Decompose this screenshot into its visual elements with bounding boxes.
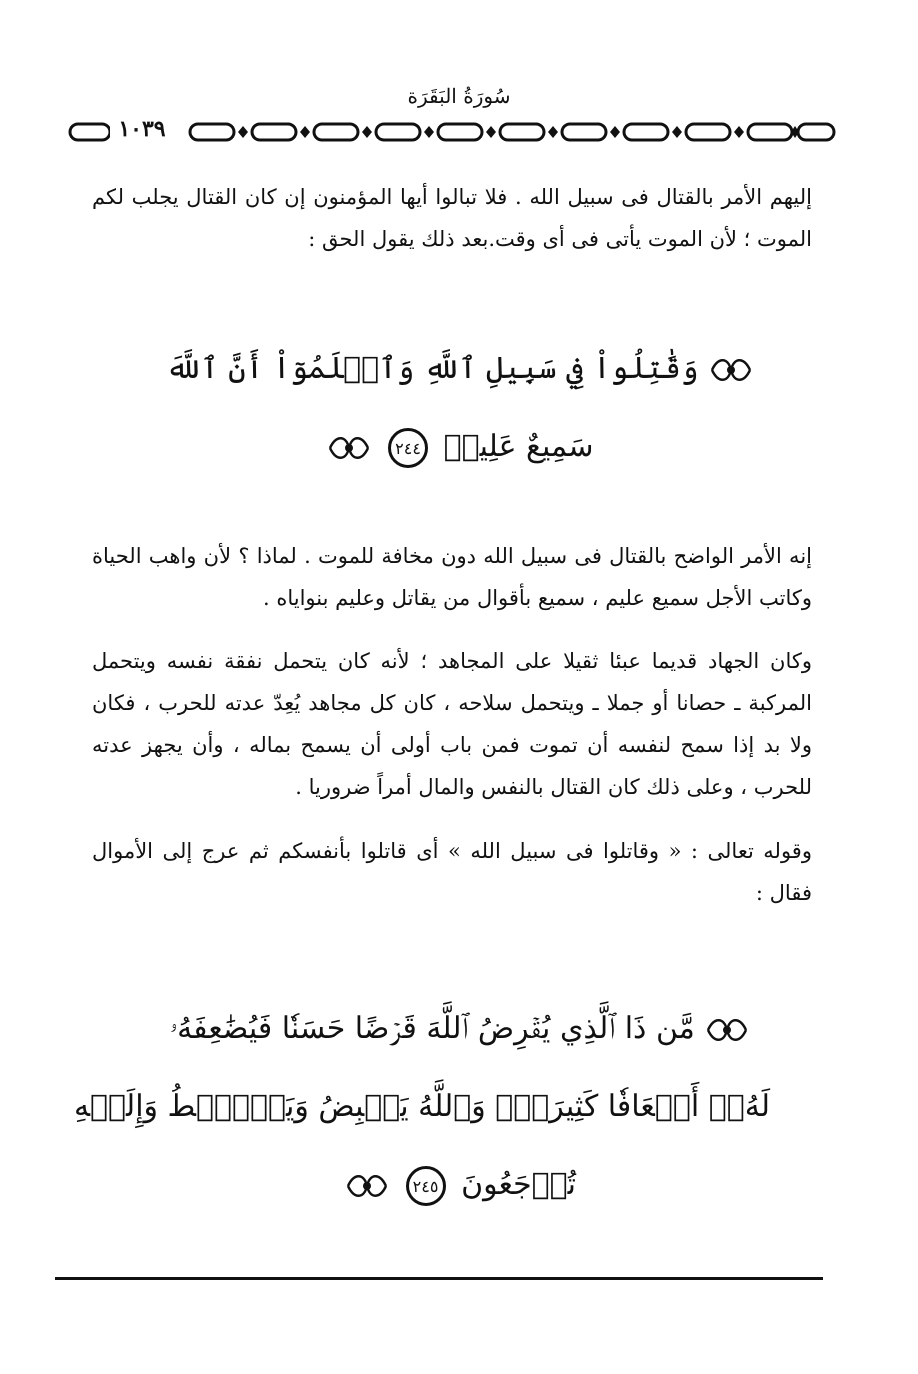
verse-line	[150, 990, 770, 1068]
verse-end-flourish-icon	[326, 433, 372, 463]
footer-rule	[55, 1277, 823, 1280]
verse-text: سَمِيعٌ عَلِيمٞ	[443, 429, 594, 464]
paragraph-1: إليهم الأمر بالقتال فى سبيل الله . فلا تبالوا أيها المؤمنون إن كان القتال يجلب لكم الموت ؛ لأن الموت يأتى فى أى وقت.بعد ذلك يقول الحق :	[92, 185, 812, 251]
verse-line	[150, 1146, 770, 1224]
verse-text: مَّن ذَا ٱلَّذِي يُقۡرِضُ ٱللَّهَ قَرۡضًا حَسَنٗا فَيُضَٰعِفَهُۥ	[169, 1011, 695, 1046]
verse-start-flourish-icon	[708, 355, 754, 385]
quran-verse-245	[73, 990, 770, 1224]
paragraph-4: وقوله تعالى : « وقاتلوا فى سبيل الله » أى قاتلوا بأنفسكم ثم عرج إلى الأموال فقال :	[92, 839, 812, 905]
surah-title: سُورَةُ البَقَرَة	[407, 84, 511, 108]
ayah-number-marker: ٢٤٤	[388, 428, 428, 468]
verse-line	[150, 408, 770, 486]
verse-text: وَقَٰتِلُواْ فِي سَبِيلِ ٱللَّهِ وَٱعۡلَمُوٓاْ أَنَّ ٱللَّهَ	[165, 351, 699, 386]
ayah-number-marker: ٢٤٥	[406, 1166, 446, 1206]
verse-text: لَهُۥٓ أَضۡعَافٗا كَثِيرَةٗۚ وَٱللَّهُ يَقۡبِضُ وَيَبۡصُۜطُ وَإِلَيۡهِ	[73, 1089, 770, 1124]
paragraph-3: وكان الجهاد قديما عبئا ثقيلا على المجاهد ؛ لأنه كان يتحمل نفقة نفسه ويتحمل المركبة ـ حصانا أو جملا ـ ويتحمل سلاحه ، كان كل مجاهد يُعِدّ عدته للحرب ، فكان ولا بد إذا سمح لنفسه أن تموت فمن باب أولى أن يسمح بماله ، وأن يجهز عدته للحرب ، وعلى ذلك كان القتال بالنفس والمال أمراً ضروريا .	[92, 649, 812, 799]
verse-line	[150, 330, 770, 408]
quran-verse-244	[150, 330, 770, 486]
header-ornament-chain	[66, 118, 838, 146]
verse-line	[73, 1068, 770, 1146]
verse-start-flourish-icon	[704, 1015, 750, 1045]
verse-text: تُرۡجَعُونَ	[461, 1167, 576, 1202]
paragraph-2: إنه الأمر الواضح بالقتال فى سبيل الله دون مخافة للموت . لماذا ؟ لأن واهب الحياة وكاتب الأجل سميع عليم ، سميع بأقوال من يقاتل وعليم بنواياه .	[92, 544, 812, 610]
page-number: ١٠٣٩	[110, 116, 174, 142]
verse-end-flourish-icon	[344, 1171, 390, 1201]
